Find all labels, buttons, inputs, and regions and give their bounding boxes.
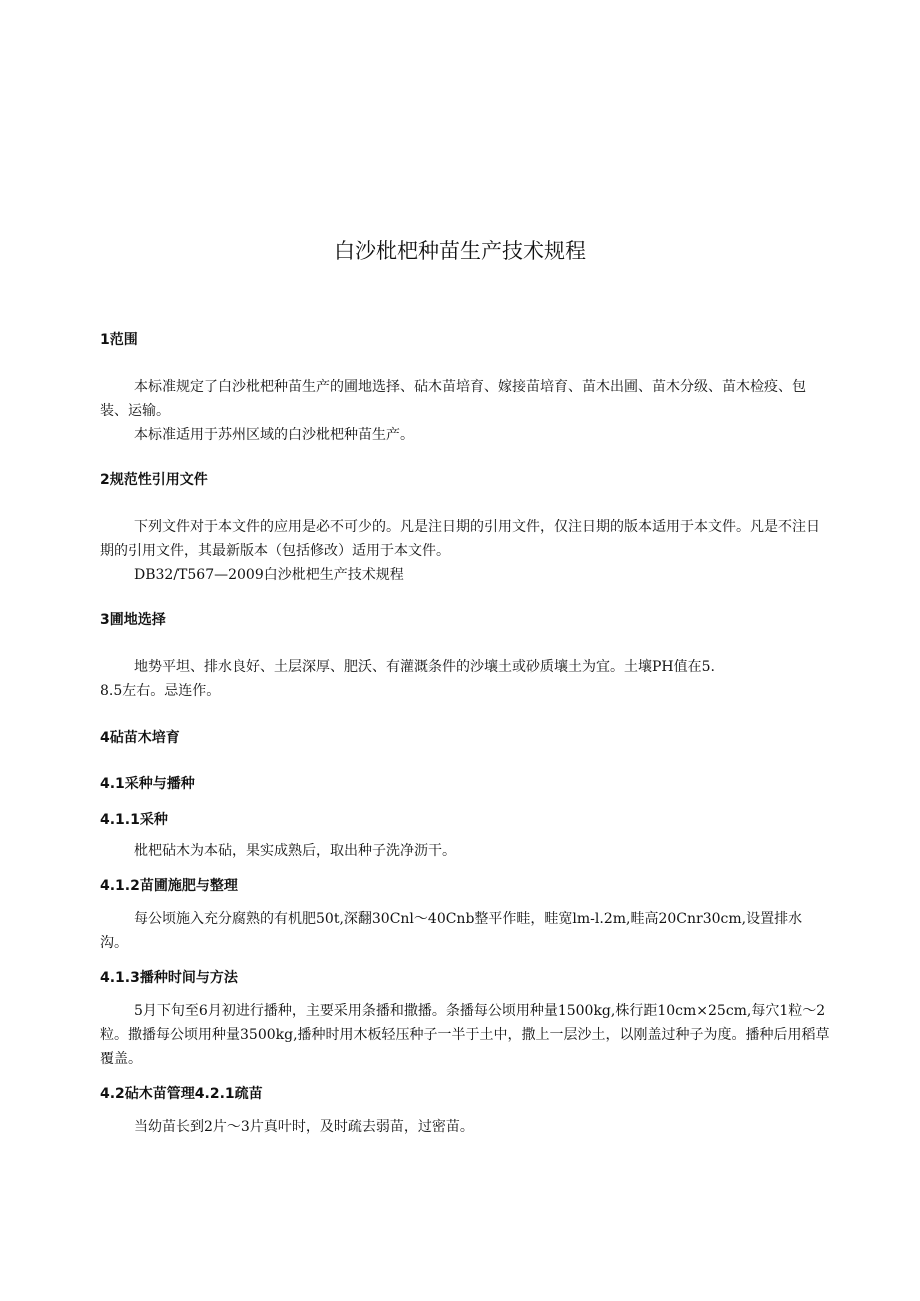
section-heading-sowing-method: 4.1.3播种时间与方法 <box>100 970 238 986</box>
paragraph: 5月下旬至6月初进行播种，主要采用条播和撒播。条播每公顷用种量1500kg,株行距10cm×25cm,每穴1粒～2粒。撒播每公顷用种量3500kg,播种时用木板轻压种子一半于土中，撒上一层沙土，以刚盖过种子为度。播种后用稻草覆盖。 <box>100 1003 830 1067</box>
paragraph: 当幼苗长到2片～3片真叶时，及时疏去弱苗，过密苗。 <box>134 1119 474 1135</box>
paragraph: DB32/T567—2009白沙枇杷生产技术规程 <box>134 567 404 583</box>
document-title: 白沙枇杷种苗生产技术规程 <box>334 239 586 263</box>
paragraph: 本标准适用于苏州区域的白沙枇杷种苗生产。 <box>134 427 414 443</box>
paragraph: 下列文件对于本文件的应用是必不可少的。凡是注日期的引用文件，仅注日期的版本适用于本文件。凡是不注日期的引用文件，其最新版本（包括修改）适用于本文件。 <box>100 519 820 559</box>
section-heading-site-selection: 3圃地选择 <box>100 612 166 628</box>
section-heading-rootstock-management: 4.2砧木苗管理4.2.1疏苗 <box>100 1086 263 1102</box>
paragraph: 8.5左右。忌连作。 <box>100 683 221 699</box>
paragraph: 地势平坦、排水良好、土层深厚、肥沃、有灌溉条件的沙壤土或砂质壤土为宜。土壤PH值在5. <box>134 659 715 675</box>
section-heading-scope: 1范围 <box>100 332 138 348</box>
document-body <box>100 327 830 1139</box>
section-heading-nursery-fertilization: 4.1.2苗圃施肥与整理 <box>100 878 238 894</box>
paragraph: 本标准规定了白沙枇杷种苗生产的圃地选择、砧木苗培育、嫁接苗培育、苗木出圃、苗木分级、苗木检疫、包装、运输。 <box>100 379 806 419</box>
section-heading-seed-collection-sowing: 4.1采种与播种 <box>100 776 195 792</box>
paragraph: 每公顷施入充分腐熟的有机肥50t,深翻30Cnl～40Cnb整平作畦，畦宽lm-l.2m,畦高20Cnr30cm,设置排水沟。 <box>100 911 803 951</box>
section-heading-rootstock: 4砧苗木培育 <box>100 730 180 746</box>
section-heading-references: 2规范性引用文件 <box>100 472 208 488</box>
paragraph: 枇杷砧木为本砧，果实成熟后，取出种子洗净沥干。 <box>134 843 456 859</box>
section-heading-seed-collection: 4.1.1采种 <box>100 812 168 828</box>
